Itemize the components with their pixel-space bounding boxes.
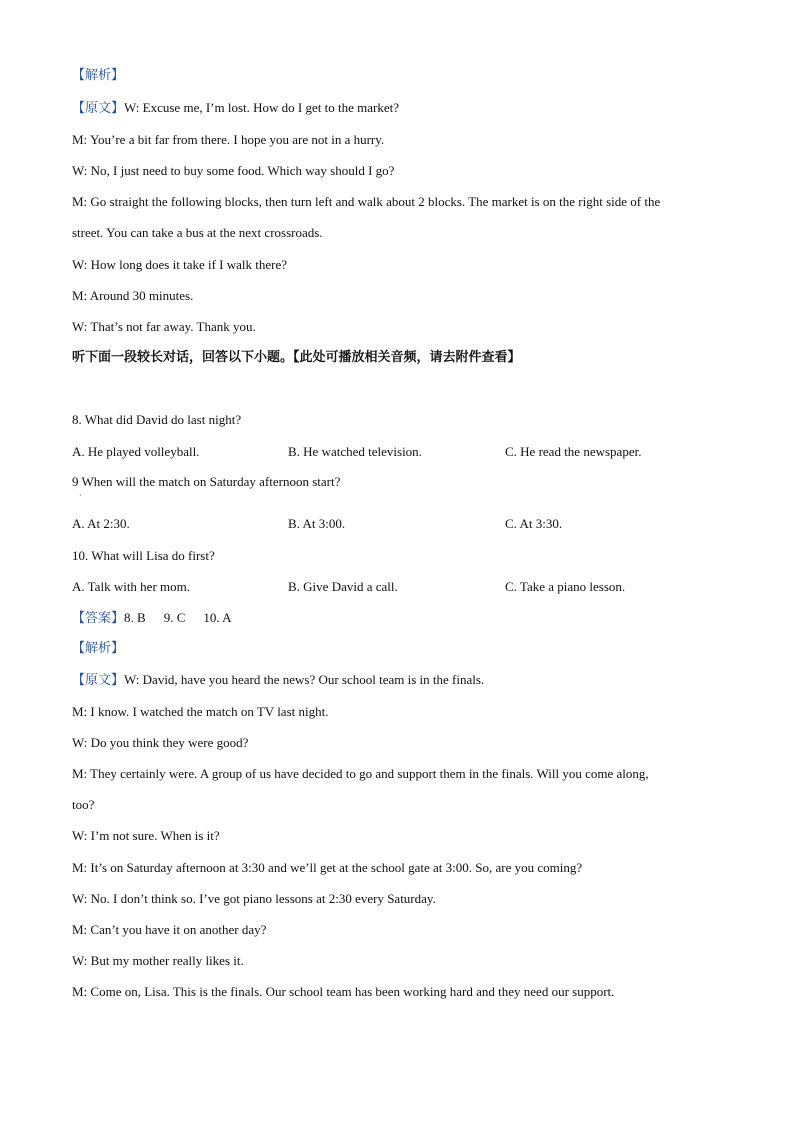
answer-line <box>72 610 232 627</box>
question-stem-8: 8. What did David do last night? <box>72 412 242 427</box>
option-a: A. Talk with her mom. <box>72 579 191 594</box>
answer-item: 8. B <box>124 610 146 625</box>
transcript-line: too? <box>72 797 95 812</box>
transcript-text: W: David, have you heard the news? Our school team is in the finals. <box>124 672 485 687</box>
listening-instruction: 听下面一段较长对话，回答以下小题。【此处可播放相关音频，请去附件查看】 <box>72 350 521 365</box>
option-c: C. At 3:30. <box>505 516 563 531</box>
option-a: A. He played volleyball. <box>72 444 200 459</box>
question-options-10 <box>72 579 722 595</box>
transcript-line: W: No, I just need to buy some food. Which way should I go? <box>72 163 395 178</box>
transcript-line: M: It’s on Saturday afternoon at 3:30 and we’ll get at the school gate at 3:00. So, are you coming? <box>72 860 583 875</box>
stray-dot: · <box>79 491 82 500</box>
transcript-line: W: How long does it take if I walk there? <box>72 257 288 272</box>
transcript-line: W: But my mother really likes it. <box>72 953 244 968</box>
question-stem-9: 9 When will the match on Saturday afternoon start? <box>72 474 341 489</box>
option-a: A. At 2:30. <box>72 516 130 531</box>
transcript-line: W: I’m not sure. When is it? <box>72 828 220 843</box>
transcript-label-1: 【原文】 <box>72 101 125 116</box>
question-options-8 <box>72 444 722 460</box>
analysis-heading-1: 【解析】 <box>72 68 125 83</box>
option-b: B. He watched television. <box>288 444 422 459</box>
option-c: C. He read the newspaper. <box>505 444 642 459</box>
option-b: B. Give David a call. <box>288 579 398 594</box>
transcript-line: W: Do you think they were good? <box>72 735 249 750</box>
transcript-line: M: Go straight the following blocks, then turn left and walk about 2 blocks. The market is on the right side of the <box>72 194 661 209</box>
transcript-line: M: Can’t you have it on another day? <box>72 922 267 937</box>
analysis-heading-2: 【解析】 <box>72 641 125 656</box>
transcript-text: W: Excuse me, I’m lost. How do I get to the market? <box>124 100 399 115</box>
transcript-line: M: You’re a bit far from there. I hope you are not in a hurry. <box>72 132 385 147</box>
transcript-line: W: That’s not far away. Thank you. <box>72 319 256 334</box>
transcript-line: M: I know. I watched the match on TV last night. <box>72 704 329 719</box>
answer-item: 10. A <box>203 610 232 625</box>
option-c: C. Take a piano lesson. <box>505 579 626 594</box>
transcript-label-2: 【原文】 <box>72 673 125 688</box>
transcript-line <box>72 100 399 117</box>
answer-item: 9. C <box>163 610 186 625</box>
question-options-9 <box>72 516 722 532</box>
transcript-line: street. You can take a bus at the next crossroads. <box>72 225 323 240</box>
option-b: B. At 3:00. <box>288 516 346 531</box>
transcript-line: M: Around 30 minutes. <box>72 288 194 303</box>
transcript-line <box>72 672 484 689</box>
question-stem-10: 10. What will Lisa do first? <box>72 548 215 563</box>
transcript-line: M: Come on, Lisa. This is the finals. Our school team has been working hard and they need our support. <box>72 984 615 999</box>
transcript-line: M: They certainly were. A group of us have decided to go and support them in the finals. Will you come along, <box>72 766 649 781</box>
answer-label: 【答案】 <box>72 611 125 626</box>
transcript-line: W: No. I don’t think so. I’ve got piano lessons at 2:30 every Saturday. <box>72 891 436 906</box>
